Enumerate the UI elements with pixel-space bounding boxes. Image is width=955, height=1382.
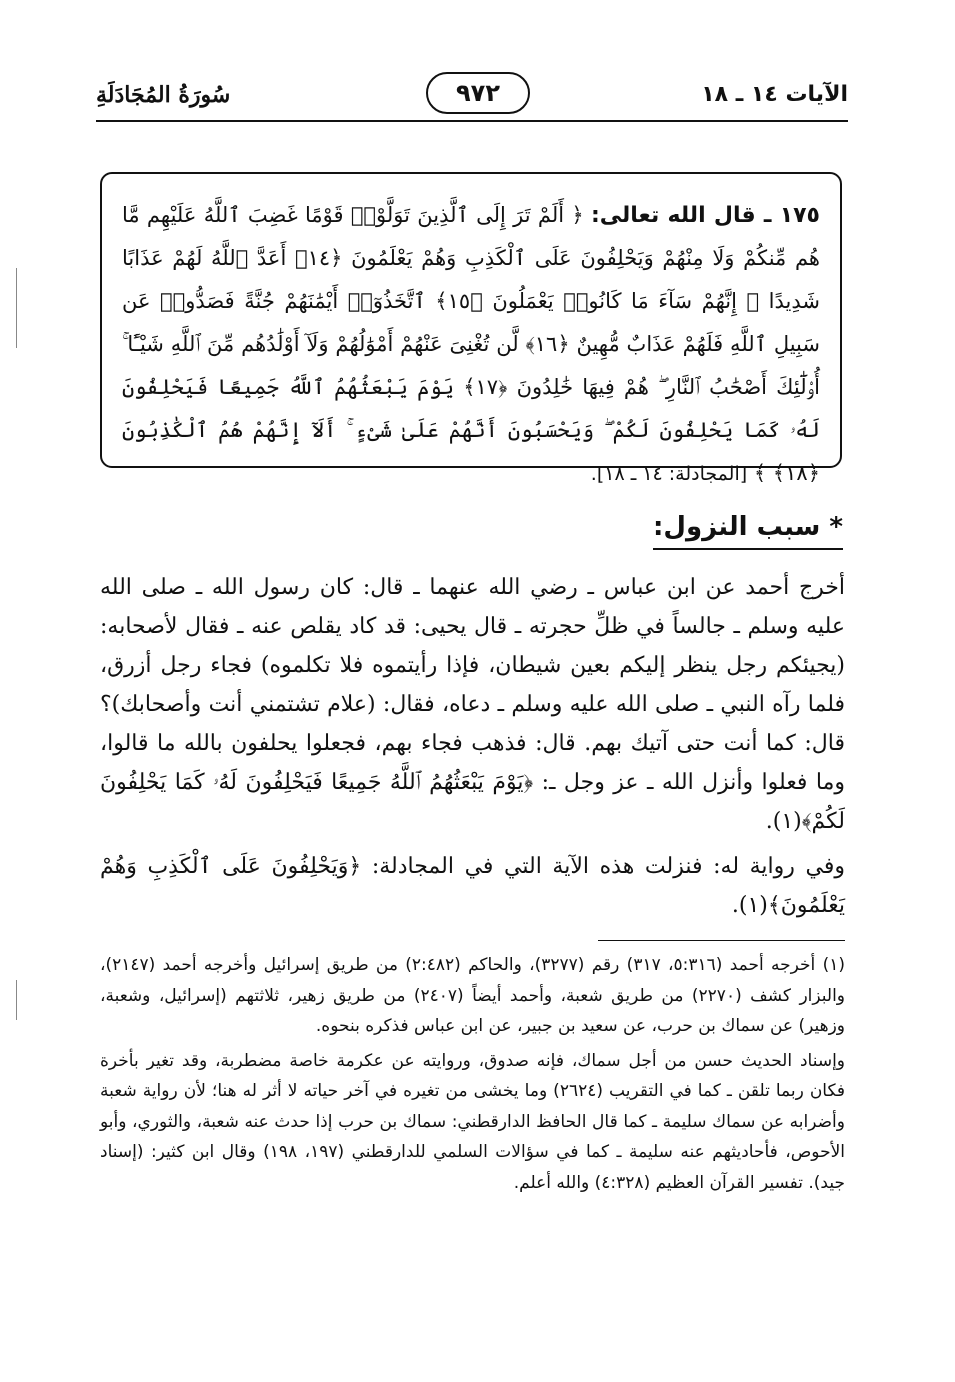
margin-line: [16, 268, 17, 348]
header-divider: [96, 120, 848, 122]
body-paragraph: وفي رواية له: فنزلت هذه الآية التي في المجادلة: ﴿وَيَحْلِفُونَ عَلَى ٱلْكَذِبِ وَهُمْ يَعْلَمُونَ﴾(١).: [100, 854, 845, 918]
footnote-paragraph: وإسناد الحديث حسن من أجل سماك، فإنه صدوق، وروايته عن عكرمة خاصة مضطربة، وقد تغير بأخرة فكان ربما تلقن ـ كما في التقريب (٢٦٢٤) وما يخشى من تغيره في آخر حياته لا أثر له هنا؛ لأن رواية شعبة وأضرابه عن سماك سليمة ـ كما قال الحافظ الدارقطني: سماك بن حرب إذا حدث عنه شعبة، والثوري، وأبو الأحوص، فأحاديثهم عنه سليمة ـ كما في سؤالات السلمي للدارقطني (١٩٧، ١٩٨) وقال ابن كثير: (إسناد جيد). تفسير القرآن العظيم (٤:٣٢٨) والله أعلم.: [100, 1050, 846, 1193]
verse-reference: [المجادلة: ١٤ ـ ١٨].: [590, 463, 748, 485]
section-title: [653, 512, 843, 550]
footnotes: [100, 950, 845, 1202]
page-header: [96, 72, 848, 118]
footnote-divider: [598, 940, 845, 941]
body-text: [100, 568, 845, 931]
footnote-paragraph: (١) أخرجه أحمد (٥:٣١٦، ٣١٧) رقم (٣٢٧٧)، والحاكم (٢:٤٨٢) من طريق إسرائيل وأخرجه أحمد (٢١٤٧)، والبزار كشف (٢٢٧٠) من طريق شعبة، وأحمد أيضاً (٢٤٠٧) من طريق زهير، ثلاثتهم (إسرائيل، وشعبة، وزهير) عن سماك بن حرب، عن سعيد بن جبير، عن ابن عباس فذكره بنحوه.: [100, 955, 846, 1036]
section-title-text: * سبب النزول:: [653, 512, 843, 542]
verse-paragraph: [122, 194, 820, 496]
title-underline: [653, 548, 843, 550]
quran-verse-box: [100, 172, 842, 485]
margin-line: [16, 980, 17, 1020]
surah-name: سُورَةُ المُجَادَلَةِ: [96, 82, 231, 108]
verse-text: ﴿ أَلَمْ تَرَ إِلَى ٱلَّذِينَ تَوَلَّوْا۟ قَوْمًا غَضِبَ ٱللَّهُ عَلَيْهِم مَّا هُم مِّنكُمْ وَلَا مِنْهُمْ وَيَحْلِفُونَ عَلَى ٱلْكَذِبِ وَهُمْ يَعْلَمُونَ ﴿١٤﴾ أَعَدَّ ٱللَّهُ لَهُمْ عَذَابًا شَدِيدًا ۖ إِنَّهُمْ سَآءَ مَا كَانُوا۟ يَعْمَلُونَ ﴿١٥﴾ ٱتَّخَذُوٓا۟ أَيْمَٰنَهُمْ جُنَّةً فَصَدُّوا۟ عَن سَبِيلِ ٱللَّهِ فَلَهُمْ عَذَابٌ مُّهِينٌ ﴿١٦﴾ لَّن تُغْنِىَ عَنْهُمْ أَمْوَٰلُهُمْ وَلَآ أَوْلَٰدُهُم مِّنَ ٱللَّهِ شَيْـًٔا ۚ أُو۟لَٰٓئِكَ أَصْحَٰبُ ٱلنَّارِ ۖ هُمْ فِيهَا خَٰلِدُونَ ﴿١٧﴾ يَوْمَ يَبْعَثُهُمُ ٱللَّهُ جَمِيعًا فَيَحْلِفُونَ لَهُۥ كَمَا يَحْلِفُونَ لَكُمْ ۖ وَيَحْسَبُونَ أَنَّهُمْ عَلَىٰ شَىْءٍ ۚ أَلَآ إِنَّهُمْ هُمُ ٱلْكَٰذِبُونَ ﴿١٨﴾ ﴾: [122, 203, 820, 485]
verses-label: الآيات ١٤ ـ ١٨: [701, 82, 848, 107]
body-paragraph: أخرج أحمد عن ابن عباس ـ رضي الله عنهما ـ قال: كان رسول الله ـ صلى الله عليه وسلم ـ جالساً في ظلِّ حجرته ـ قال يحيى: قد كاد يقلص عنه ـ فقال لأصحابه: (يجيئكم رجل ينظر إليكم بعين شيطان، فإذا رأيتموه فلا تكلموه) فجاء رجل أزرق، فلما رآه النبي ـ صلى الله عليه وسلم ـ دعاه، فقال: (علام تشتمني أنت وأصحابك)؟ قال: كما أنت حتى آتيك بهم. قال: فذهب فجاء بهم، فجعلوا يحلفون بالله ما قالوا، وما فعلوا وأنزل الله ـ عز وجل ـ: ﴿يَوْمَ يَبْعَثُهُمُ ٱللَّهُ جَمِيعًا فَيَحْلِفُونَ لَهُۥ كَمَا يَحْلِفُونَ لَكُمْ﴾(١).: [100, 575, 845, 834]
page-number: ٩٧٢: [426, 72, 530, 114]
verse-intro: ١٧٥ ـ قال الله تعالى:: [590, 203, 820, 228]
